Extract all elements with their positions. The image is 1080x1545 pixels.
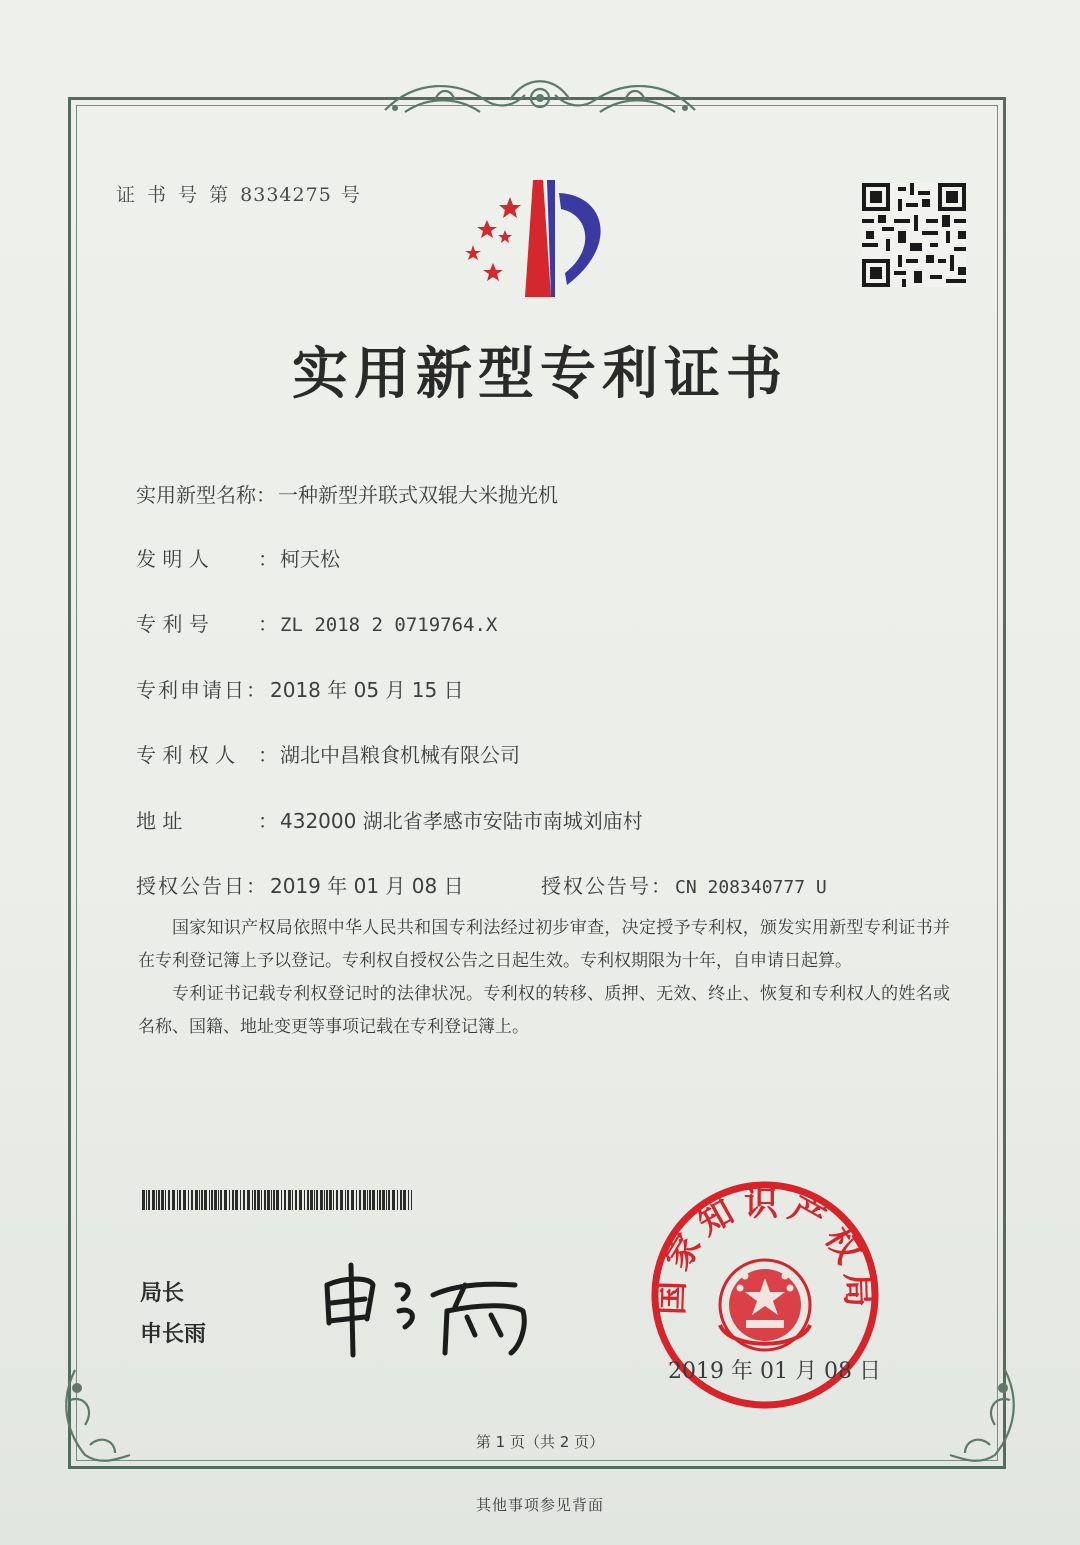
field-grant-date (136, 870, 464, 899)
field-utility-model-name (136, 479, 558, 508)
body-paragraph: 专利证书记载专利权登记时的法律状况。专利权的转移、质押、无效、终止、恢复和专利权人的姓名或名称、国籍、地址变更等事项记载在专利登记簿上。 (138, 984, 950, 1037)
barcode-icon (142, 1190, 412, 1210)
page-indicator: 第 1 页（共 2 页） (475, 1433, 605, 1451)
field-label-char: 权 (188, 743, 209, 767)
field-value: ZL 2018 2 0719764.X (280, 614, 498, 636)
field-value: 432000 湖北省孝感市安陆市南城刘庙村 (280, 809, 643, 833)
certificate-body-text (138, 912, 950, 1044)
certificate-number-prefix: 证 书 号 第 (116, 184, 232, 206)
director-title: 局长 (140, 1281, 185, 1306)
field-patentee: 专 利 权 人 ： 湖北中昌粮食机械有限公司 (136, 743, 520, 767)
field-label-char: 利 (162, 612, 183, 636)
field-value: 湖北中昌粮食机械有限公司 (280, 743, 520, 767)
field-label: 专利申请日： (136, 678, 268, 702)
field-label-char: 利 (162, 743, 183, 767)
field-label-char: 地 (136, 809, 156, 833)
field-patent-number: 专 利 号 ： ZL 2018 2 0719764.X (136, 612, 498, 636)
patent-office-logo-icon (455, 175, 625, 305)
field-grant-number (541, 870, 827, 899)
svg-text:国家知识产权局: 国家知识产权局 (651, 1184, 879, 1316)
field-label-char: 发 (136, 547, 156, 571)
field-value: 一种新型并联式双辊大米抛光机 (278, 483, 558, 507)
certificate-number-value: 8334275 (240, 184, 332, 206)
field-label-char: 人 (215, 743, 236, 767)
bottom-left-ornament-icon (55, 1360, 145, 1470)
field-inventor: 发 明 人 ： 柯天松 (136, 547, 340, 571)
field-label: 授权公告日： (136, 874, 268, 898)
body-paragraph: 国家知识产权局依照中华人民共和国专利法经过初步审查，决定授予专利权，颁发实用新型专利证书并在专利登记簿上予以登记。专利权自授权公告之日起生效。专利权期限为十年，自申请日起算。 (138, 918, 950, 971)
handwritten-signature-icon (315, 1255, 555, 1365)
footer-note: 其他事项参见背面 (475, 1496, 604, 1514)
field-address: 地 址 ： 432000 湖北省孝感市安陆市南城刘庙村 (136, 809, 643, 833)
field-label-char: 专 (136, 743, 156, 767)
field-value: 柯天松 (280, 547, 340, 571)
field-label-char: 号 (188, 612, 209, 636)
field-label-char: 人 (188, 547, 209, 571)
field-value: 2019 年 01 月 08 日 (270, 874, 464, 898)
field-value: CN 208340777 U (675, 877, 827, 898)
field-label-char: 明 (162, 547, 183, 571)
director-name: 申长雨 (140, 1322, 207, 1347)
top-ornament-icon (375, 70, 705, 130)
field-label: 授权公告号： (541, 874, 673, 898)
bottom-right-ornament-icon (935, 1360, 1025, 1470)
seal-date: 2019 年 01 月 08 日 (668, 1359, 881, 1384)
field-label-char: 专 (136, 612, 156, 636)
field-label: 实用新型名称： (136, 483, 276, 507)
certificate-number (116, 180, 363, 207)
certificate-title: 实用新型专利证书 (292, 342, 788, 407)
field-value: 2018 年 05 月 15 日 (270, 678, 464, 702)
certificate-number-suffix: 号 (340, 184, 363, 206)
field-application-date (136, 674, 464, 703)
qr-code-icon[interactable] (862, 183, 966, 287)
field-label-char: 址 (162, 809, 183, 833)
